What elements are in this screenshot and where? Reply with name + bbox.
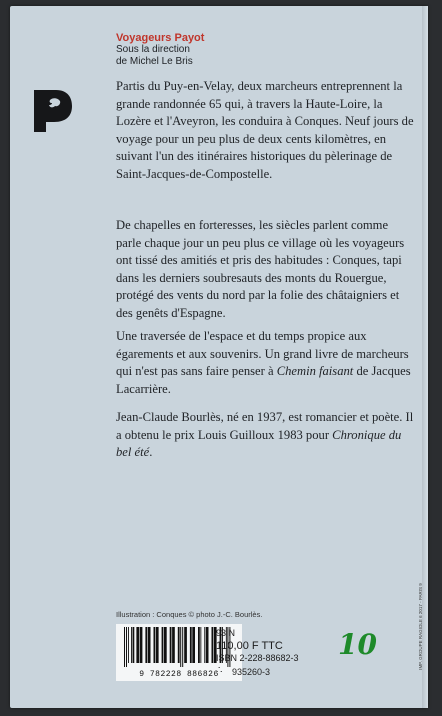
- book-title-chemin-faisant: Chemin faisant: [276, 364, 354, 379]
- illustration-credit: Illustration : Conques © photo J.-C. Bourlès.: [116, 610, 263, 619]
- paragraph-1: [116, 78, 416, 194]
- paragraph-2: [116, 217, 416, 333]
- director-name: de Michel Le Bris: [116, 56, 193, 67]
- triangle-dots-icon: ∴: [216, 665, 223, 676]
- print-number: 935260-3: [232, 667, 271, 677]
- barcode-digits: 9 782228 886826: [139, 670, 219, 679]
- paragraph-2-text: De chapelles en forteresses, les siècles parlent comme parle chaque jour un peu plus ce village où les voyageurs ont tissé des amitiés et pris des habitudes : Conques, tapi dans les derniers soubresauts des monts du Rouergue, protégé des vents du nord par la folie des châtaigniers et des genêts d'Espagne.: [116, 218, 405, 320]
- direction-line: Sous la direction: [116, 44, 190, 55]
- collection-name: Voyageurs Payot: [116, 32, 205, 44]
- paragraph-3-text: Une traversée de l'espace et du temps propice aux égarements et aux souvenirs. Un grand livre de marcheurs qui n'est pas sans faire penser à: [116, 329, 409, 379]
- paragraph-3-end: de Jacques Lacarrière.: [116, 364, 411, 396]
- publisher-block: [116, 32, 204, 68]
- handwritten-number: 10: [338, 628, 377, 661]
- vertical-legal-text: [417, 578, 431, 678]
- paragraph-4-end: .: [149, 445, 153, 460]
- book-title-chronique: Chronique du bel été: [116, 427, 402, 460]
- paragraph-4: [116, 409, 416, 472]
- handwritten-price-mark: [334, 626, 390, 662]
- paragraph-4-text: Jean-Claude Bourlès, né en 1937, est romancier et poète. Il a obtenu le prix Louis Guilloux 1983 pour: [116, 410, 414, 442]
- price-block: [216, 628, 299, 664]
- isbn: ISBN 2-228-88682-3: [216, 653, 299, 663]
- paragraph-1-text: Partis du Puy-en-Velay, deux marcheurs entreprennent la grande randonnée 65 qui, à travers la Haute-Loire, la Lozère et l'Aveyron, les conduira à Conques. Neuf jours de voyage pour un peu plus de deux cents kilomètres, en suivant l'un des itinéraires historiques du pèlerinage de Saint-Jacques-de-Compostelle.: [116, 79, 414, 181]
- price-code: 93 N: [216, 628, 236, 638]
- vertical-legal-label: IMP. GROUPE RAGIOLE 6 2017 - PARIS 9: [417, 583, 423, 670]
- payot-p-logo-icon: [30, 86, 74, 134]
- paragraph-3: [116, 328, 416, 408]
- price-amount: 110,00 F TTC: [216, 640, 283, 652]
